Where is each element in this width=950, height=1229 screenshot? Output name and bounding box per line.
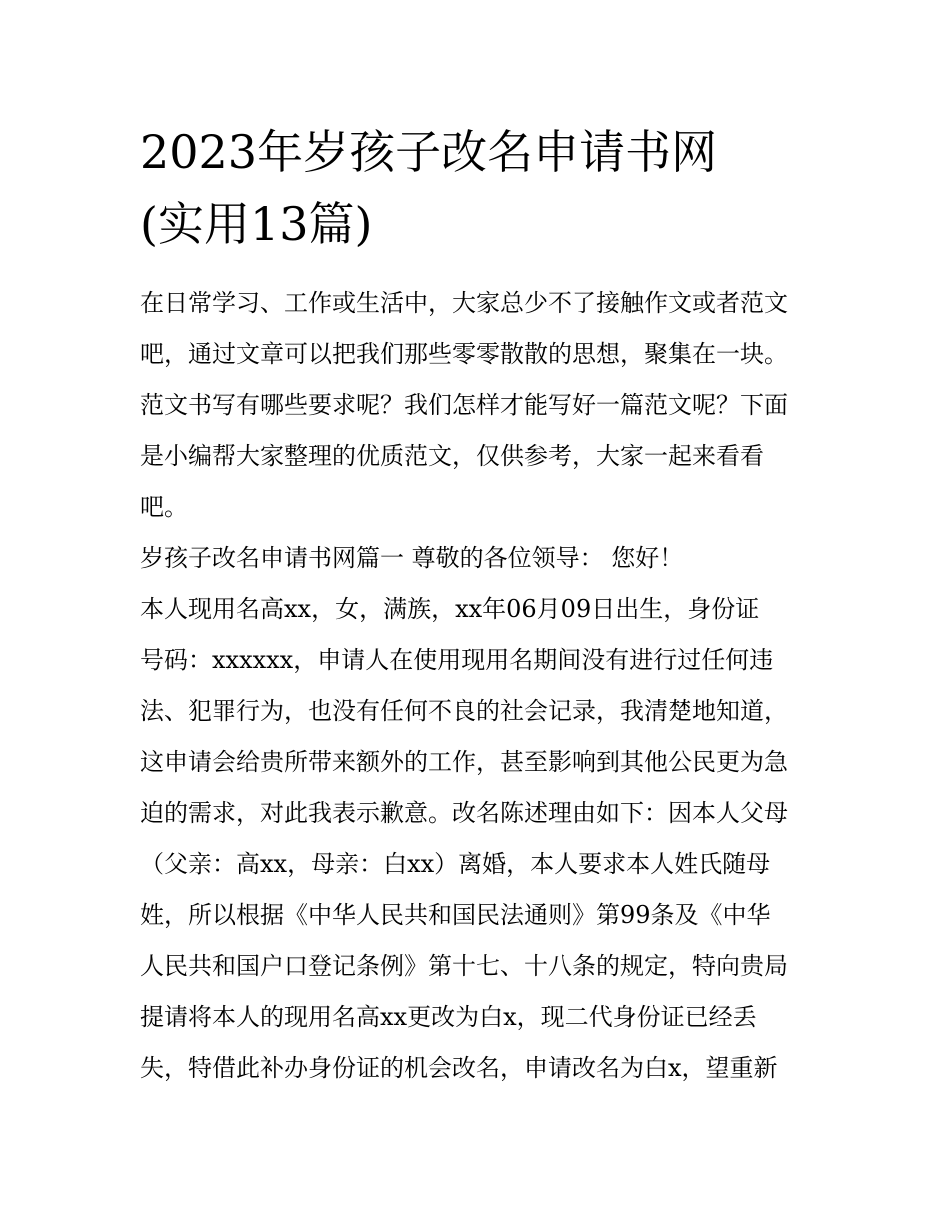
intro-line: 范文书写有哪些要求呢？我们怎样才能写好一篇范文呢？下面: [140, 391, 788, 419]
title-line: (实用13篇): [140, 197, 373, 251]
body-line: 失，特借此补办身份证的机会改名，申请改名为白x，望重新: [140, 1054, 778, 1082]
body-line: 法、犯罪行为，也没有任何不良的社会记录，我清楚地知道，: [140, 697, 788, 725]
body-line: 姓，所以根据《中华人民共和国民法通则》第99条及《中华: [140, 901, 771, 929]
section-heading: 岁孩子改名申请书网篇一 尊敬的各位领导： 您好！: [140, 544, 684, 572]
body-line: 这申请会给贵所带来额外的工作，甚至影响到其他公民更为急: [140, 748, 788, 776]
body-line: 人民共和国户口登记条例》第十七、十八条的规定，特向贵局: [140, 952, 788, 980]
body-line: 提请将本人的现用名高xx更改为白x，现二代身份证已经丢: [140, 1003, 757, 1031]
intro-line: 吧。: [140, 493, 188, 521]
document-body: [140, 278, 840, 1094]
document-title: [140, 116, 840, 260]
body-line: 迫的需求，对此我表示歉意。改名陈述理由如下：因本人父母: [140, 799, 788, 827]
intro-line: 在日常学习、工作或生活中，大家总少不了接触作文或者范文: [140, 289, 788, 317]
title-line: 2023年岁孩子改名申请书网: [140, 125, 718, 179]
body-line: 号码：xxxxxx，申请人在使用现用名期间没有进行过任何违: [140, 646, 774, 674]
intro-line: 吧，通过文章可以把我们那些零零散散的思想，聚集在一块。: [140, 340, 788, 368]
body-line: （父亲：高xx，母亲：白xx）离婚，本人要求本人姓氏随母: [140, 850, 771, 878]
intro-line: 是小编帮大家整理的优质范文，仅供参考，大家一起来看看: [140, 442, 764, 470]
body-line: 本人现用名高xx，女，满族，xx年06月09日出生，身份证: [140, 595, 760, 623]
